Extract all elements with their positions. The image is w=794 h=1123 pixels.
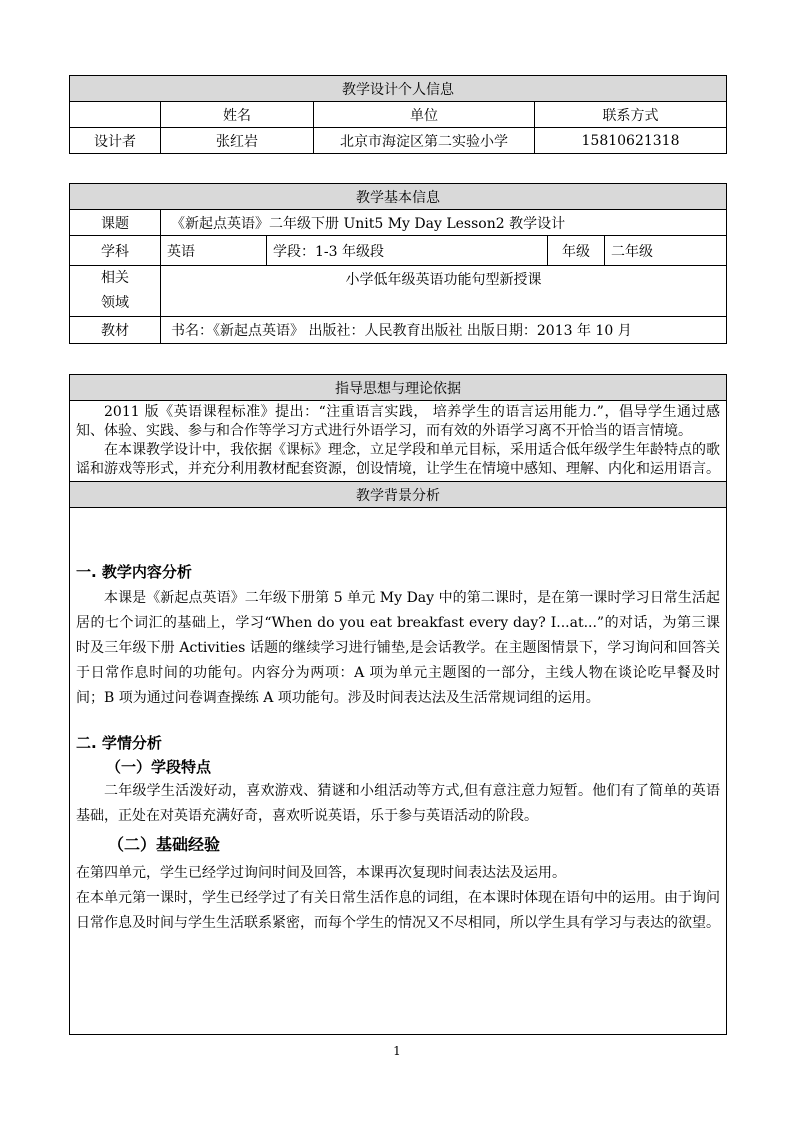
- contact-header: 联系方式: [535, 102, 727, 128]
- stage-value: 学段：1-3 年级段: [267, 236, 548, 266]
- experience-text-1: 在第四单元，学生已经学过询问时间及回答，本课再次复现时间表达法及运用。: [76, 865, 566, 881]
- content-analysis-text: 本课是《新起点英语》二年级下册第 5 单元 My Day 中的第二课时，是在第一课时学习日常生活起居的七个词汇的基础上，学习“When do you eat breakfast every day? I...at...”的对话，为第三课时及三年级下册 Activities 话题的继续学习进行铺垫,是会话教学。在主题图情景下，学习询问和回答关于日常作息时间的功能句。内容分为两项：A 项为单元主题图的一部分，主线人物在谈论吃早餐及时间；B 项为通过问卷调查操练 A 项功能句。涉及时间表达法及生活常规词组的运用。: [76, 590, 720, 706]
- experience-text-2: 在本单元第一课时，学生已经学过了有关日常生活作息的词组，在本课时体现在语句中的运用。由于询问日常作息及时间与学生生活联系紧密，而每个学生的情况又不尽相同，所以学生具有学习与表达的欲望。: [76, 890, 720, 931]
- background-content: [70, 508, 727, 1035]
- subject-label: 学科: [70, 236, 161, 266]
- guiding-title: 指导思想与理论依据: [70, 375, 727, 401]
- name-header: 姓名: [161, 102, 314, 128]
- basic-experience-heading: （二）基础经验: [108, 835, 221, 854]
- basic-info-table: [69, 183, 727, 344]
- topic-value: 《新起点英语》二年级下册 Unit5 My Day Lesson2 教学设计: [161, 210, 727, 236]
- basic-info-title: 教学基本信息: [70, 184, 727, 210]
- guiding-content: [70, 401, 727, 482]
- stage-features-text: 二年级学生活泼好动，喜欢游戏、猜谜和小组活动等方式,但有意注意力短暂。他们有了简单的英语基础，正处在对英语充满好奇，喜欢听说英语，乐于参与英语活动的阶段。: [76, 783, 720, 824]
- designer-name: 张红岩: [161, 128, 314, 154]
- designer-label: 设计者: [70, 128, 161, 154]
- designer-contact: 15810621318: [535, 128, 727, 154]
- domain-label: [70, 266, 161, 317]
- analysis-table: [69, 374, 727, 1035]
- background-title: 教学背景分析: [70, 482, 727, 508]
- unit-header: 单位: [314, 102, 535, 128]
- personal-info-table: [69, 75, 727, 154]
- stage-features-heading: （一）学段特点: [106, 758, 212, 776]
- grade-label: 年级: [548, 236, 605, 266]
- topic-label: 课题: [70, 210, 161, 236]
- domain-label-line1: 相关: [101, 270, 129, 286]
- content-analysis-heading: 一. 教学内容分析: [76, 563, 192, 581]
- student-analysis-heading: 二. 学情分析: [76, 734, 162, 752]
- domain-value: 小学低年级英语功能句型新授课: [161, 266, 727, 317]
- material-value: 书名：《新起点英语》 出版社：人民教育出版社 出版日期：2013 年 10 月: [161, 317, 727, 344]
- personal-info-title: 教学设计个人信息: [70, 76, 727, 102]
- subject-value: 英语: [161, 236, 267, 266]
- guiding-paragraph-2: 在本课教学设计中，我依据《课标》理念，立足学段和单元目标，采用适合低年级学生年龄特点的歌谣和游戏等形式，并充分利用教材配套资源，创设情境，让学生在情境中感知、理解、内化和运用语言。: [76, 442, 720, 477]
- material-label: 教材: [70, 317, 161, 344]
- page-number: 1: [393, 1044, 401, 1058]
- designer-unit: 北京市海淀区第二实验小学: [314, 128, 535, 154]
- domain-label-line2: 领域: [101, 295, 129, 311]
- guiding-paragraph-1: 2011 版《英语课程标准》提出：“注重语言实践， 培养学生的语言运用能力.”，倡导学生通过感知、体验、实践、参与和合作等学习方式进行外语学习，而有效的外语学习离不开恰当的语言情境。: [76, 404, 720, 439]
- grade-value: 二年级: [605, 236, 727, 266]
